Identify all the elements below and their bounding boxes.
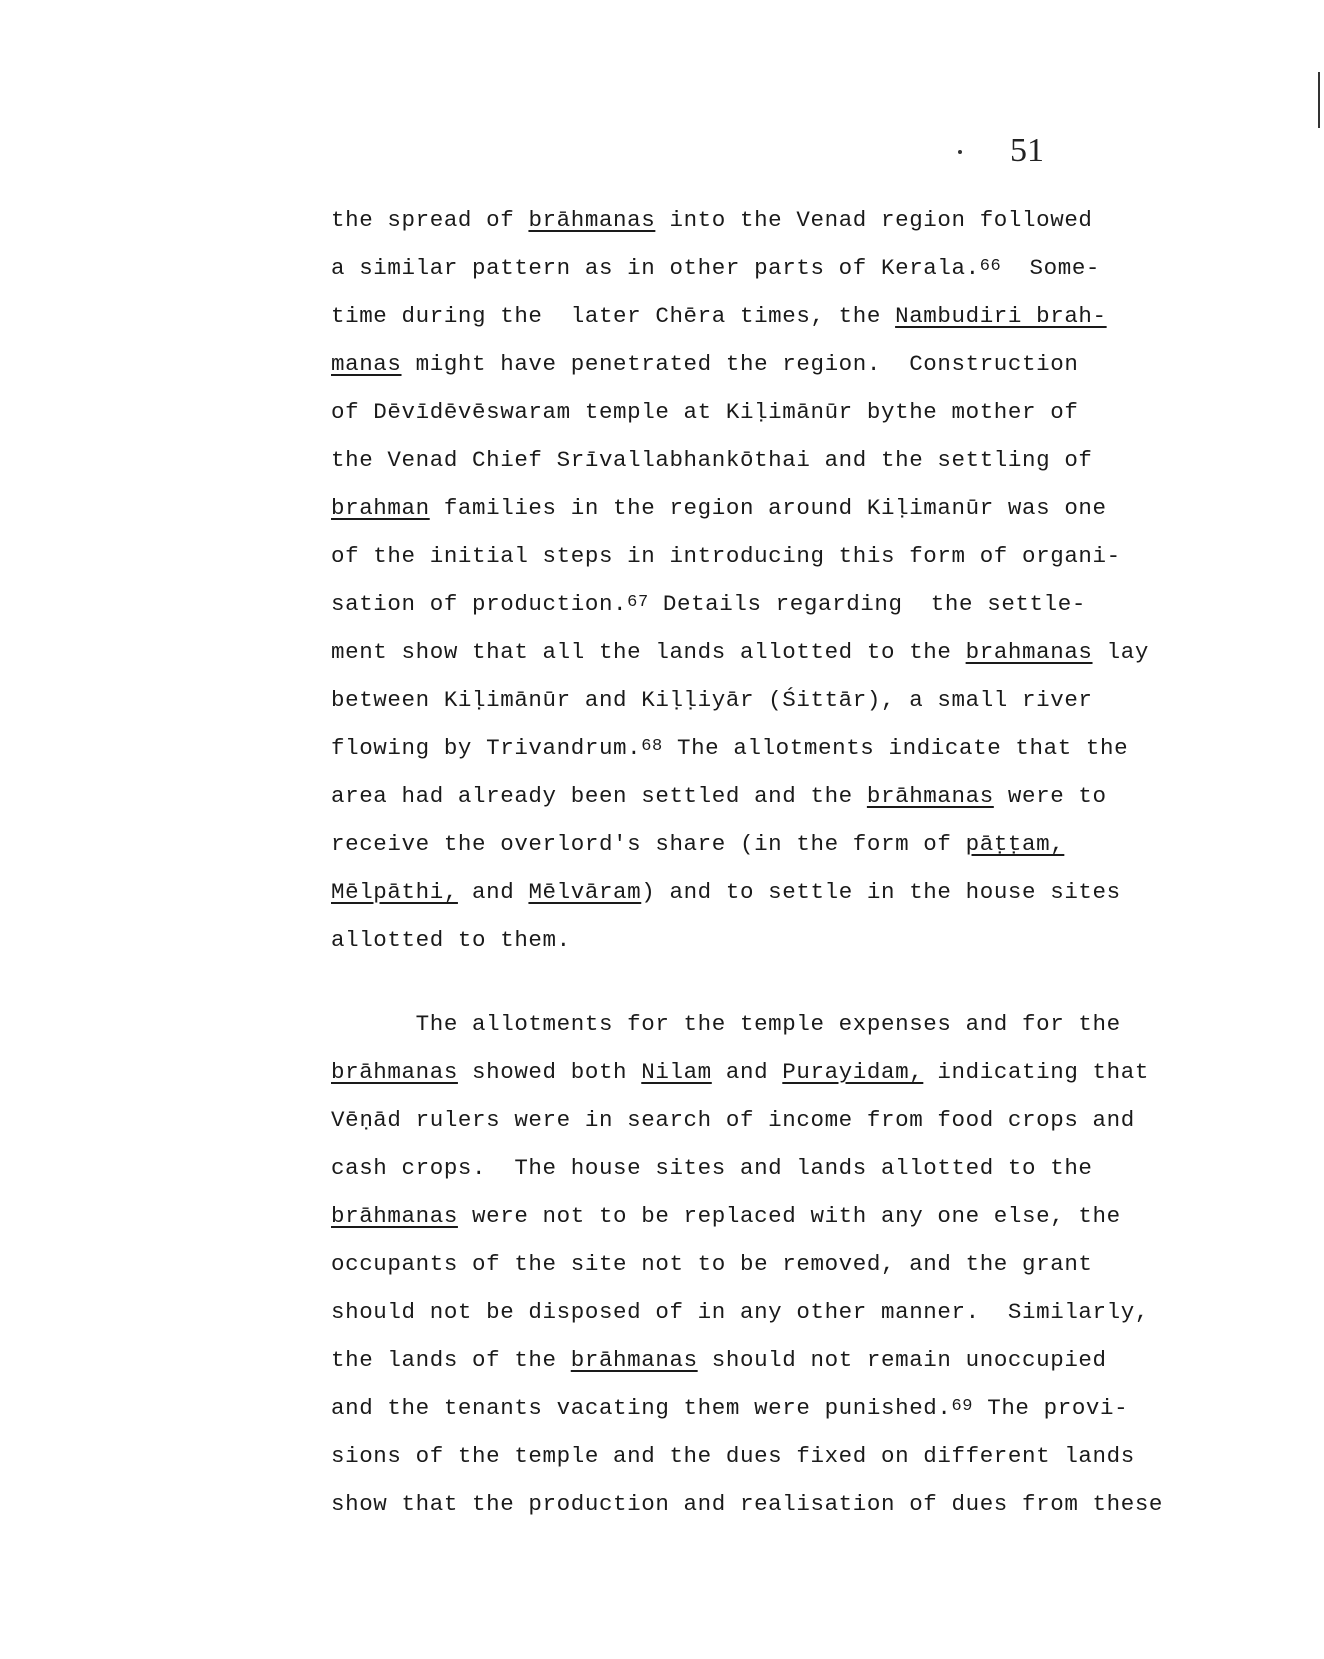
underlined-term: Mēlvāram xyxy=(528,879,642,905)
text-segment: Some- xyxy=(1001,255,1101,281)
underlined-term: Nilam xyxy=(641,1059,712,1085)
text-segment: should not remain unoccupied xyxy=(697,1347,1107,1373)
text-segment: flowing by Trivandrum. xyxy=(331,735,642,761)
underlined-term: brahmanas xyxy=(965,639,1093,665)
text-segment: lay xyxy=(1092,639,1149,665)
text-line xyxy=(331,877,1121,907)
text-line xyxy=(331,1345,1107,1375)
underlined-term: brāhmanas xyxy=(331,1203,458,1229)
page-number: 51 xyxy=(1010,132,1044,169)
text-segment: The allotments indicate that the xyxy=(662,735,1129,761)
underlined-term: manas xyxy=(331,351,402,377)
text-line xyxy=(331,1297,1149,1327)
text-line xyxy=(331,1489,1163,1519)
text-line xyxy=(331,1249,1093,1279)
text-segment: of Dēvīdēvēswaram temple at Kiḷimānūr bythe mother of xyxy=(331,399,1079,425)
text-line xyxy=(331,733,1128,766)
text-line xyxy=(331,1153,1093,1183)
text-segment: The allotments for the temple expenses and for the xyxy=(331,1011,1121,1037)
underlined-term: Purayidam, xyxy=(782,1059,924,1085)
text-line xyxy=(331,1057,1149,1087)
text-line xyxy=(331,781,1107,811)
footnote-ref: 67 xyxy=(627,593,649,612)
text-segment: cash crops. The house sites and lands allotted to the xyxy=(331,1155,1093,1181)
text-segment: between Kiḷimānūr and Kiḷḷiyār (Śittār), a small river xyxy=(331,687,1093,713)
text-line xyxy=(331,541,1121,571)
text-line xyxy=(331,253,1100,286)
text-segment: indicating that xyxy=(923,1059,1149,1085)
text-line xyxy=(331,685,1093,715)
text-segment: of the initial steps in introducing this form of organi- xyxy=(331,543,1121,569)
text-line xyxy=(331,301,1107,331)
text-segment: ) and to settle in the house sites xyxy=(641,879,1121,905)
text-segment: might have penetrated the region. Construction xyxy=(401,351,1079,377)
text-segment: a similar pattern as in other parts of Kerala. xyxy=(331,255,980,281)
footnote-ref: 69 xyxy=(951,1397,974,1416)
footnote-ref: 66 xyxy=(979,257,1002,276)
text-segment: showed both xyxy=(457,1059,642,1085)
text-segment: were not to be replaced with any one else, the xyxy=(457,1203,1121,1229)
text-line xyxy=(331,1009,1121,1039)
text-segment: and xyxy=(711,1059,783,1085)
text-line xyxy=(331,445,1093,475)
underlined-term: Mēlpāthi, xyxy=(331,879,458,905)
text-line xyxy=(331,205,1093,235)
scan-edge-mark xyxy=(1318,72,1320,128)
text-segment: into the Venad region followed xyxy=(655,207,1093,233)
text-segment: and xyxy=(457,879,529,905)
page-number-dot xyxy=(958,150,962,154)
text-line xyxy=(331,1441,1135,1471)
underlined-term: brahman xyxy=(331,495,430,521)
underlined-term: brāhmanas xyxy=(866,783,994,809)
text-line xyxy=(331,637,1149,667)
underlined-term: Nambudiri brah- xyxy=(895,303,1107,329)
text-segment: area had already been settled and the xyxy=(331,783,867,809)
underlined-term: pāṭṭam, xyxy=(965,831,1065,857)
text-segment: were to xyxy=(993,783,1107,809)
text-segment: the lands of the xyxy=(331,1347,571,1373)
text-line xyxy=(331,349,1078,379)
text-segment: the spread of xyxy=(331,207,529,233)
text-segment: receive the overlord's share (in the form of xyxy=(331,831,966,857)
text-segment: time during the later Chēra times, the xyxy=(331,303,896,329)
text-line xyxy=(331,925,571,955)
text-line xyxy=(331,397,1078,427)
text-segment: sions of the temple and the dues fixed on different lands xyxy=(331,1443,1135,1469)
text-line xyxy=(331,1201,1121,1231)
text-segment: should not be disposed of in any other manner. Similarly, xyxy=(331,1299,1149,1325)
text-segment: the Venad Chief Srīvallabhankōthai and the settling of xyxy=(331,447,1093,473)
underlined-term: brāhmanas xyxy=(528,207,656,233)
text-line xyxy=(331,589,1086,622)
text-line xyxy=(331,1393,1128,1426)
text-segment: sation of production. xyxy=(331,591,628,617)
text-line xyxy=(331,493,1107,523)
text-segment: ment show that all the lands allotted to the xyxy=(331,639,966,665)
footnote-ref: 68 xyxy=(641,737,663,756)
text-segment: families in the region around Kiḷimanūr was one xyxy=(429,495,1107,521)
text-segment: and the tenants vacating them were punished. xyxy=(331,1395,952,1421)
text-segment: allotted to them. xyxy=(331,927,571,953)
text-segment: occupants of the site not to be removed, and the grant xyxy=(331,1251,1093,1277)
text-segment: Details regarding the settle- xyxy=(648,591,1086,617)
text-segment: show that the production and realisation of dues from these xyxy=(331,1491,1164,1517)
text-line xyxy=(331,829,1064,859)
underlined-term: brāhmanas xyxy=(331,1059,458,1085)
text-line xyxy=(331,1105,1135,1135)
text-segment: Vēṇād rulers were in search of income from food crops and xyxy=(331,1107,1135,1133)
underlined-term: brāhmanas xyxy=(570,1347,698,1373)
text-segment: The provi- xyxy=(973,1395,1129,1421)
